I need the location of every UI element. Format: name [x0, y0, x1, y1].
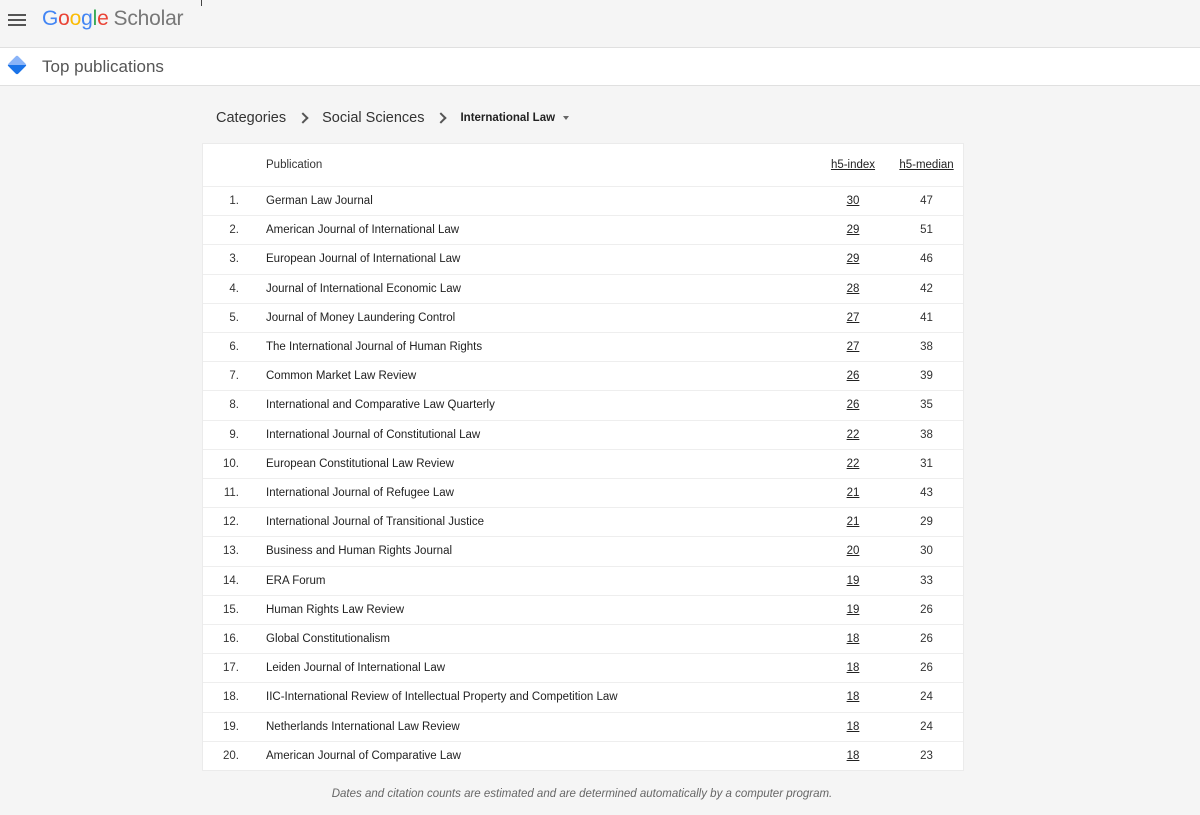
h5-median-value: 41: [920, 311, 933, 324]
breadcrumb: [216, 110, 569, 126]
table-row: [203, 390, 963, 419]
table-row: [203, 682, 963, 711]
publication-title[interactable]: American Journal of Comparative Law: [266, 749, 461, 762]
rank-cell: 18.: [223, 691, 239, 704]
h5-median-value: 51: [920, 224, 933, 237]
google-scholar-logo[interactable]: Google Scholar: [42, 7, 184, 30]
publication-title[interactable]: International Journal of Constitutional Law: [266, 428, 481, 441]
breadcrumb-categories[interactable]: Categories: [216, 110, 287, 126]
h5-index-link[interactable]: 29: [846, 253, 860, 266]
rank-cell: 2.: [229, 224, 239, 237]
h5-index-link[interactable]: 19: [846, 574, 860, 587]
publication-title[interactable]: International Journal of Transitional Justice: [266, 516, 484, 529]
rank-cell: 11.: [223, 487, 239, 500]
publications-table: [202, 143, 964, 771]
rank-cell: 7.: [229, 370, 239, 383]
h5-index-link[interactable]: 18: [846, 720, 860, 733]
publication-title[interactable]: Leiden Journal of International Law: [266, 662, 446, 675]
h5-index-link[interactable]: 30: [846, 195, 860, 208]
rank-cell: 14.: [223, 574, 239, 587]
h5-index-link[interactable]: 21: [846, 516, 860, 529]
rank-cell: 1.: [229, 195, 239, 208]
publication-title[interactable]: IIC-International Review of Intellectual Property and Competition Law: [266, 691, 618, 704]
table-row: [203, 507, 963, 536]
rank-cell: 10.: [223, 457, 239, 470]
publication-title[interactable]: ERA Forum: [266, 574, 326, 587]
column-header-h5-median[interactable]: h5-median: [899, 159, 954, 171]
table-row: [203, 274, 963, 303]
h5-index-link[interactable]: 21: [846, 487, 860, 500]
column-header-h5-index[interactable]: h5-index: [830, 159, 876, 171]
publication-title[interactable]: International and Comparative Law Quarterly: [266, 399, 495, 412]
h5-index-link[interactable]: 22: [846, 428, 860, 441]
h5-index-link[interactable]: 18: [846, 662, 860, 675]
caret-down-icon: [563, 116, 569, 120]
rank-cell: 15.: [223, 603, 239, 616]
publication-title[interactable]: American Journal of International Law: [266, 224, 460, 237]
h5-median-value: 35: [920, 399, 933, 412]
rank-cell: 17.: [223, 662, 239, 675]
publication-title[interactable]: Journal of Money Laundering Control: [266, 311, 456, 324]
subcategory-dropdown[interactable]: International Law: [460, 112, 569, 124]
top-bar: [0, 0, 1200, 48]
rank-cell: 12.: [223, 516, 239, 529]
h5-index-link[interactable]: 18: [846, 633, 860, 646]
h5-median-value: 26: [920, 633, 933, 646]
h5-median-value: 24: [920, 720, 933, 733]
rank-cell: 13.: [223, 545, 239, 558]
column-header-publication: Publication: [266, 159, 323, 171]
publication-title[interactable]: Journal of International Economic Law: [266, 282, 461, 295]
table-row: [203, 215, 963, 244]
publication-title[interactable]: Business and Human Rights Journal: [266, 545, 453, 558]
table-row: [203, 478, 963, 507]
h5-median-value: 39: [920, 370, 933, 383]
chevron-right-icon: [436, 112, 447, 123]
chevron-right-icon: [297, 112, 308, 123]
page-title: Top publications: [42, 57, 164, 76]
publication-title[interactable]: Human Rights Law Review: [266, 603, 405, 616]
h5-index-link[interactable]: 27: [846, 341, 860, 354]
publication-title[interactable]: European Constitutional Law Review: [266, 457, 454, 470]
top-publications-icon: [7, 55, 27, 75]
table-row: [203, 624, 963, 653]
publication-title[interactable]: Global Constitutionalism: [266, 633, 391, 646]
table-row: [203, 420, 963, 449]
h5-index-link[interactable]: 19: [846, 603, 860, 616]
h5-median-value: 24: [920, 691, 933, 704]
table-row: [203, 536, 963, 565]
h5-index-link[interactable]: 26: [846, 370, 860, 383]
h5-median-value: 38: [920, 341, 933, 354]
h5-median-value: 29: [920, 516, 933, 529]
h5-median-value: 33: [920, 574, 933, 587]
rank-cell: 16.: [223, 633, 239, 646]
h5-index-link[interactable]: 18: [846, 691, 860, 704]
h5-median-value: 26: [920, 662, 933, 675]
table-row: [203, 361, 963, 390]
table-row: [203, 244, 963, 273]
h5-median-value: 23: [920, 749, 933, 762]
publication-title[interactable]: German Law Journal: [266, 195, 373, 208]
h5-median-value: 38: [920, 428, 933, 441]
rank-cell: 20.: [223, 749, 239, 762]
h5-median-value: 46: [920, 253, 933, 266]
publication-title[interactable]: The International Journal of Human Rights: [266, 341, 483, 354]
h5-index-link[interactable]: 26: [846, 399, 860, 412]
rank-cell: 8.: [229, 399, 239, 412]
table-row: [203, 712, 963, 741]
rank-cell: 19.: [223, 720, 239, 733]
table-row: [203, 449, 963, 478]
h5-index-link[interactable]: 28: [846, 282, 860, 295]
table-row: [203, 303, 963, 332]
menu-icon[interactable]: [8, 12, 26, 28]
h5-median-value: 42: [920, 282, 933, 295]
rank-cell: 6.: [229, 341, 239, 354]
publication-title[interactable]: European Journal of International Law: [266, 253, 461, 266]
h5-median-value: 43: [920, 487, 933, 500]
h5-index-link[interactable]: 20: [846, 545, 860, 558]
sub-header: [0, 48, 1200, 86]
table-row: [203, 741, 963, 770]
rank-cell: 9.: [229, 428, 239, 441]
publication-title[interactable]: International Journal of Refugee Law: [266, 487, 454, 500]
publication-title[interactable]: Common Market Law Review: [266, 370, 417, 383]
h5-median-value: 26: [920, 603, 933, 616]
publication-title[interactable]: Netherlands International Law Review: [266, 720, 460, 733]
h5-index-link[interactable]: 22: [846, 457, 860, 470]
table-row: [203, 595, 963, 624]
rank-cell: 5.: [229, 311, 239, 324]
table-row: [203, 566, 963, 595]
table-row: [203, 332, 963, 361]
rank-cell: 3.: [229, 253, 239, 266]
h5-median-value: 31: [920, 457, 933, 470]
table-header: [203, 144, 963, 186]
footnote: Dates and citation counts are estimated and are determined automatically by a computer program.: [331, 788, 833, 800]
table-row: [203, 186, 963, 215]
h5-median-value: 30: [920, 545, 933, 558]
h5-index-link[interactable]: 27: [846, 311, 860, 324]
h5-median-value: 47: [920, 195, 933, 208]
table-row: [203, 653, 963, 682]
h5-index-link[interactable]: 18: [846, 749, 860, 762]
breadcrumb-category[interactable]: Social Sciences: [322, 110, 425, 126]
h5-index-link[interactable]: 29: [846, 224, 860, 237]
rank-cell: 4.: [229, 282, 239, 295]
divider: [201, 0, 202, 6]
